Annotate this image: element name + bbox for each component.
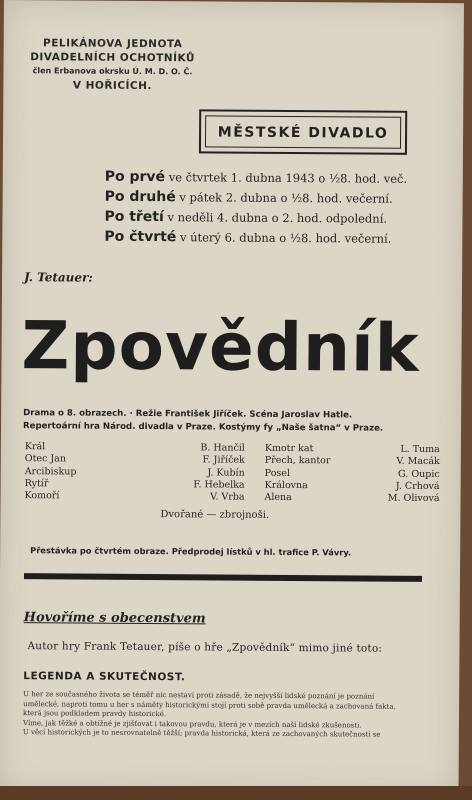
section-heading: Hovoříme s obecenstvem bbox=[23, 610, 206, 627]
cast-row bbox=[24, 490, 440, 505]
actor: L. Tuma bbox=[400, 443, 440, 456]
actor: B. Hančil bbox=[200, 442, 245, 454]
actor: J. Crhová bbox=[395, 480, 440, 492]
performance-time: v úterý 6. dubna o ½8. hod. večerní. bbox=[179, 230, 392, 246]
divider-rule bbox=[24, 573, 422, 582]
performance-time: ve čtvrtek 1. dubna 1943 o ½8. hod. več. bbox=[168, 170, 408, 186]
org-line-1: PELIKÁNOVA JEDNOTA bbox=[42, 37, 183, 51]
role: Komoří bbox=[24, 490, 60, 502]
play-title: Zpovědník bbox=[21, 307, 420, 387]
intermission-note: Přestávka po čtvrtém obraze. Předprodej lístků v hl. trafice P. Vávry. bbox=[30, 545, 352, 558]
role: Král bbox=[24, 441, 46, 453]
actor: J. Kubín bbox=[207, 467, 245, 479]
credits-line-1: Drama o 8. obrazech. · Režie František Jiříček. Scéna Jaroslav Hatle. bbox=[23, 408, 353, 421]
performance-2 bbox=[105, 189, 435, 207]
performance-ordinal: Po čtvrté bbox=[104, 228, 177, 246]
body-line: umělecké, naproti tomu u her s náměty historickými stojí proti sobě pravda umělecká a zachovaná fakta, bbox=[23, 699, 396, 711]
body-line: Víme, jak těžké a obtížné je zjišťovat i takovou pravdu, která je v mezích naší lidské zkušenosti. bbox=[22, 718, 362, 730]
role: Rytíř bbox=[24, 478, 49, 490]
performance-3 bbox=[104, 209, 434, 227]
performance-4 bbox=[104, 229, 434, 247]
extras-line: Dvořané — zbrojnoši. bbox=[160, 509, 270, 521]
role: Arcibiskup bbox=[24, 465, 77, 478]
role: Alena bbox=[264, 492, 292, 504]
actor: M. Olivová bbox=[387, 492, 440, 505]
section-intro: Autor hry Frank Tetauer, píše o hře „Zpovědník“ mimo jiné toto: bbox=[27, 640, 383, 655]
performance-ordinal: Po třetí bbox=[104, 208, 164, 226]
section-subheading: LEGENDA A SKUTEČNOST. bbox=[23, 670, 186, 684]
org-line-3: člen Erbanova okrsku Ú. M. D. O. Č. bbox=[32, 66, 193, 77]
role: Přech, kantor bbox=[264, 455, 331, 467]
role: Otec Jan bbox=[24, 453, 67, 465]
venue-name: MĚSTSKÉ DIVADLO bbox=[205, 115, 401, 148]
org-line-4: V HOŘICÍCH. bbox=[72, 79, 152, 93]
organization-header bbox=[17, 36, 207, 93]
role: Kmotr kat bbox=[264, 442, 314, 455]
performance-ordinal: Po prvé bbox=[104, 168, 166, 186]
performance-ordinal: Po druhé bbox=[104, 188, 176, 206]
performance-1 bbox=[105, 169, 435, 187]
actor: F. Jiříček bbox=[202, 454, 245, 466]
actor: G. Oupic bbox=[398, 468, 440, 480]
role: Královna bbox=[264, 479, 308, 492]
body-line: která jsou podkladem pravdy historické. bbox=[22, 709, 167, 719]
body-line: U her ze současného života se téměř nic nestaví proti zásadě, že nejvyšší lidské poznání je poznání bbox=[23, 690, 375, 701]
table-background bbox=[0, 786, 472, 800]
venue-box bbox=[199, 109, 407, 154]
section-body bbox=[23, 690, 423, 740]
role: Posel bbox=[264, 467, 291, 479]
performance-time: v pátek 2. dubna o ½8. hod. večerní. bbox=[179, 190, 393, 206]
actor: V. Macák bbox=[396, 456, 440, 468]
cast-list bbox=[24, 441, 440, 505]
org-line-2: DIVADELNÍCH OCHOTNÍKŮ bbox=[30, 51, 196, 65]
body-line: U věcí historických je to nesrovnatelně těžší; pravda historická, která ze zachovaných skutečností se bbox=[22, 728, 381, 739]
actor: F. Hebelka bbox=[193, 479, 245, 491]
performance-time: v neděli 4. dubna o 2. hod. odpolední. bbox=[167, 210, 388, 226]
actor: V. Vrba bbox=[210, 491, 245, 503]
credits-line-2: Repertoární hra Národ. divadla v Praze. Kostýmy fy „Naše šatna“ v Praze. bbox=[22, 421, 384, 434]
author-name: J. Tetauer: bbox=[24, 270, 93, 285]
